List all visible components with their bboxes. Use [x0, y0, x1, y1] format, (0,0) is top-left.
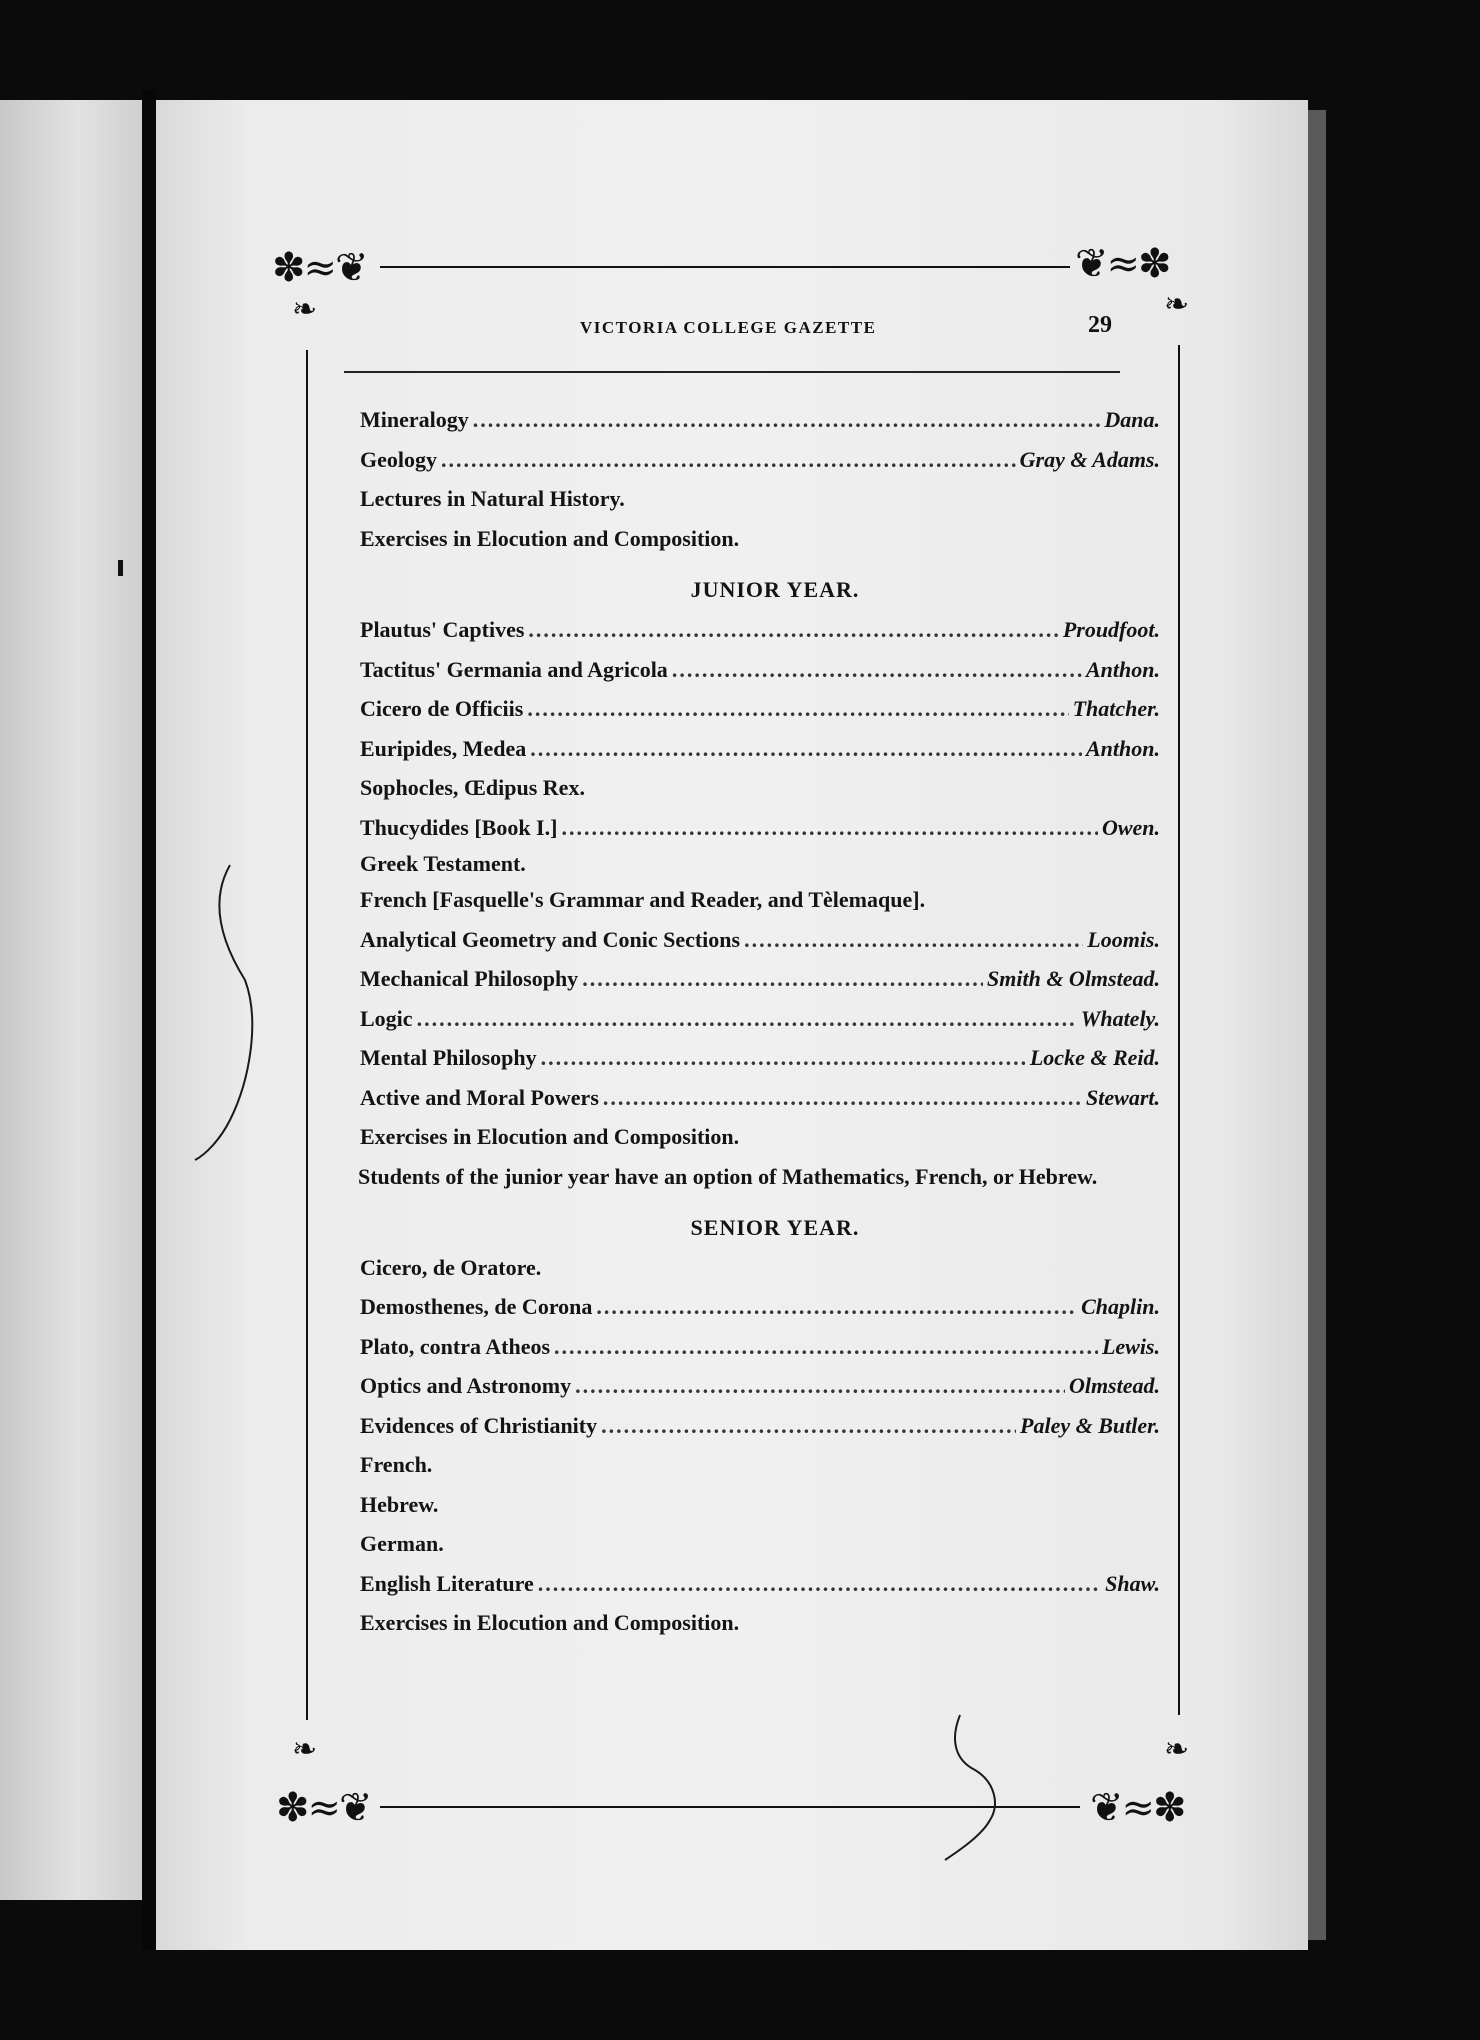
list-item — [360, 1603, 1160, 1643]
subject: French [Fasquelle's Grammar and Reader, and Tèlemaque]. — [360, 887, 926, 912]
subject: Cicero de Officiis — [360, 696, 524, 721]
subject: German. — [360, 1531, 444, 1556]
side-scroll-icon: ❧ — [1164, 1732, 1188, 1767]
list-item — [360, 1327, 1160, 1367]
subject: Mechanical Philosophy — [360, 966, 579, 991]
subject: Hebrew. — [360, 1491, 439, 1517]
page-edge-shadow — [1308, 110, 1326, 1940]
subject: Analytical Geometry and Conic Sections — [360, 926, 741, 952]
author: Anthon. — [1086, 735, 1160, 761]
pencil-scribble — [190, 860, 270, 1170]
list-item — [360, 1485, 1160, 1525]
list-item — [360, 999, 1160, 1039]
list-item — [360, 1564, 1160, 1604]
subject: Lectures in Natural History. — [360, 486, 625, 511]
author: Paley & Butler. — [1020, 1412, 1160, 1438]
list-item — [360, 1406, 1160, 1446]
dot-leader — [554, 1327, 1098, 1367]
dot-leader — [672, 650, 1082, 690]
section-heading-junior: JUNIOR YEAR. — [690, 577, 860, 602]
list-item — [360, 1445, 1160, 1485]
page-number: 29 — [1088, 312, 1112, 338]
list-item — [360, 847, 1160, 880]
subject: Exercises in Elocution and Composition. — [360, 525, 740, 551]
header-rule — [344, 371, 1120, 373]
dot-leader — [596, 1287, 1077, 1327]
subject: Greek Testament. — [360, 851, 526, 876]
corner-flourish-icon: ✽≈❦ — [272, 245, 367, 291]
list-item — [360, 729, 1160, 769]
subject: Evidences of Christianity — [360, 1412, 598, 1438]
subject: Mineralogy — [360, 407, 469, 432]
running-head — [330, 312, 1120, 342]
list-item — [360, 768, 1160, 808]
author: Owen. — [1101, 814, 1160, 840]
list-item — [360, 1366, 1160, 1406]
side-scroll-icon: ❧ — [292, 292, 316, 327]
subject: Tactitus' Germania and Agricola — [360, 656, 668, 682]
subject: Exercises in Elocution and Composition. — [360, 1610, 740, 1635]
subject: Active and Moral Powers — [360, 1084, 599, 1110]
list-item — [360, 880, 1160, 920]
dot-leader — [541, 1038, 1026, 1078]
dot-leader — [744, 920, 1083, 960]
list-item — [360, 920, 1160, 960]
list-item — [360, 519, 1160, 559]
author: Olmstead. — [1068, 1373, 1160, 1398]
subject: English Literature — [360, 1570, 534, 1596]
dot-leader — [527, 689, 1068, 729]
corner-flourish-icon: ❦≈✽ — [1090, 1785, 1185, 1831]
dot-leader — [582, 959, 983, 999]
pencil-scribble — [940, 1710, 1020, 1870]
side-scroll-icon: ❧ — [292, 1732, 316, 1767]
list-item — [360, 1117, 1160, 1157]
list-item — [360, 440, 1160, 480]
subject: Plato, contra Atheos — [360, 1333, 551, 1359]
author: Chaplin. — [1081, 1294, 1160, 1319]
author: Gray & Adams. — [1019, 446, 1160, 472]
list-item — [360, 1078, 1160, 1118]
list-item — [360, 400, 1160, 440]
list-item — [360, 1287, 1160, 1327]
running-title: VICTORIA COLLEGE GAZETTE — [580, 318, 877, 337]
author: Shaw. — [1105, 1570, 1160, 1596]
subject: Plautus' Captives — [360, 617, 525, 642]
subject: Euripides, Medea — [360, 735, 527, 761]
course-list — [360, 400, 1160, 1643]
author: Loomis. — [1087, 926, 1160, 952]
list-item — [360, 1524, 1160, 1564]
author: Whately. — [1080, 1005, 1160, 1031]
subject: French. — [360, 1452, 433, 1477]
list-item — [360, 959, 1160, 999]
section-heading-senior: SENIOR YEAR. — [690, 1214, 860, 1240]
dot-leader — [417, 999, 1077, 1039]
list-item — [360, 610, 1160, 650]
dot-leader — [530, 729, 1082, 769]
list-item — [360, 650, 1160, 690]
subject: Exercises in Elocution and Composition. — [360, 1124, 740, 1149]
subject: Cicero, de Oratore. — [360, 1254, 542, 1280]
junior-note: Students of the junior year have an option of Mathematics, French, or Hebrew. — [358, 1163, 1098, 1189]
subject: Logic — [360, 1005, 413, 1031]
dot-leader — [441, 440, 1016, 480]
author: Proudfoot. — [1062, 617, 1160, 642]
corner-flourish-icon: ✽≈❦ — [276, 1785, 371, 1831]
list-item — [360, 479, 1160, 519]
author: Stewart. — [1086, 1084, 1160, 1110]
list-item — [360, 808, 1160, 848]
side-scroll-icon: ❧ — [1164, 287, 1188, 322]
author: Dana. — [1104, 407, 1160, 432]
author: Locke & Reid. — [1029, 1045, 1160, 1070]
dot-leader — [528, 610, 1058, 650]
dot-leader — [603, 1078, 1082, 1118]
dot-leader — [538, 1564, 1101, 1604]
subject: Sophocles, Œdipus Rex. — [360, 775, 585, 800]
author: Anthon. — [1086, 656, 1160, 682]
dot-leader — [473, 400, 1101, 440]
subject: Mental Philosophy — [360, 1045, 537, 1070]
author: Lewis. — [1101, 1333, 1160, 1359]
facing-page-edge — [0, 100, 142, 1900]
list-item — [360, 1038, 1160, 1078]
dot-leader — [575, 1366, 1065, 1406]
subject: Demosthenes, de Corona — [360, 1294, 593, 1319]
author: Thatcher. — [1072, 696, 1160, 721]
corner-flourish-icon: ❦≈✽ — [1075, 241, 1170, 287]
dot-leader — [601, 1406, 1016, 1446]
list-item — [360, 689, 1160, 729]
book-gutter — [142, 90, 156, 1950]
list-item — [360, 1248, 1160, 1288]
subject: Optics and Astronomy — [360, 1373, 572, 1398]
subject: Thucydides [Book I.] — [360, 814, 558, 840]
author: Smith & Olmstead. — [987, 966, 1160, 991]
dot-leader — [561, 808, 1097, 848]
subject: Geology — [360, 446, 437, 472]
